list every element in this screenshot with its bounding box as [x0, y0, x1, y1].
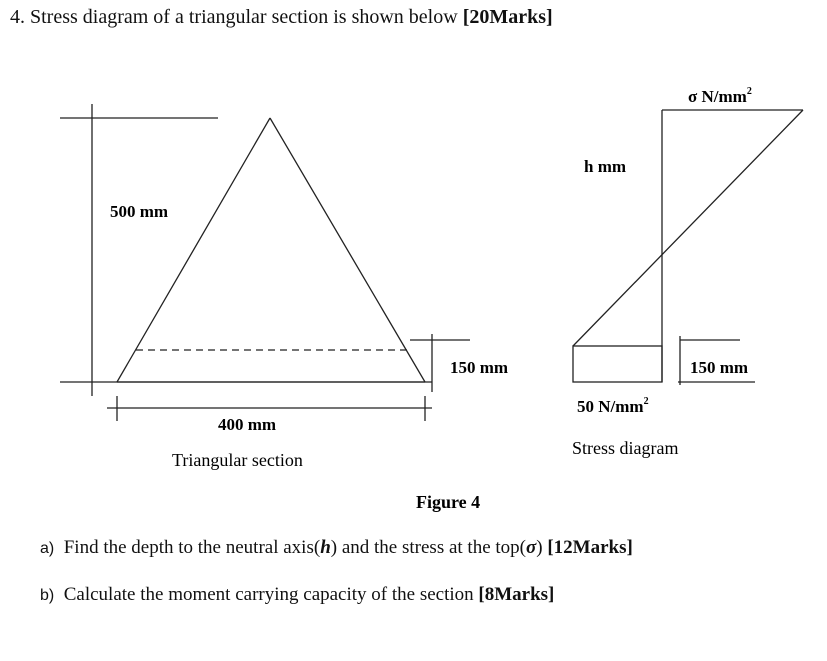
part-a: [40, 537, 633, 559]
width-label: 400 mm: [218, 415, 277, 434]
part-a-text-pre: Find the depth to the neutral axis(: [63, 537, 321, 558]
triangle-right-edge: [270, 118, 425, 382]
question-text: Stress diagram of a triangular section is shown below: [30, 6, 458, 28]
part-a-text-post: ): [536, 537, 543, 558]
part-b-marks: [8Marks]: [478, 584, 555, 605]
stress-diagonal: [573, 110, 803, 346]
stress-strip-label: 150 mm: [690, 358, 749, 377]
part-a-letter: a): [40, 540, 55, 557]
triangle-left-edge: [117, 118, 270, 382]
top-stress-label: σ $N/mm^2$: [688, 86, 752, 106]
question-number: 4.: [10, 6, 25, 28]
part-b: [40, 584, 554, 606]
figure-caption: Figure 4: [416, 492, 481, 512]
neutral-axis-label: h mm: [584, 157, 627, 176]
height-label: 500 mm: [110, 202, 169, 221]
part-a-sigma: σ: [526, 537, 537, 558]
stress-caption: Stress diagram: [572, 438, 679, 458]
part-a-marks: [12Marks]: [547, 537, 633, 558]
part-b-text: Calculate the moment carrying capacity of the section: [63, 584, 474, 605]
bottom-stress-label: 50 $N/mm^2$: [577, 396, 649, 416]
bottom-stress-block: [573, 346, 662, 382]
part-a-h: h: [320, 537, 331, 558]
strip-label: 150 mm: [450, 358, 509, 377]
section-caption: Triangular section: [172, 450, 303, 470]
part-b-letter: b): [40, 587, 55, 604]
part-a-text-mid: ) and the stress at the top(: [330, 537, 526, 558]
question-marks: [20Marks]: [462, 6, 553, 28]
